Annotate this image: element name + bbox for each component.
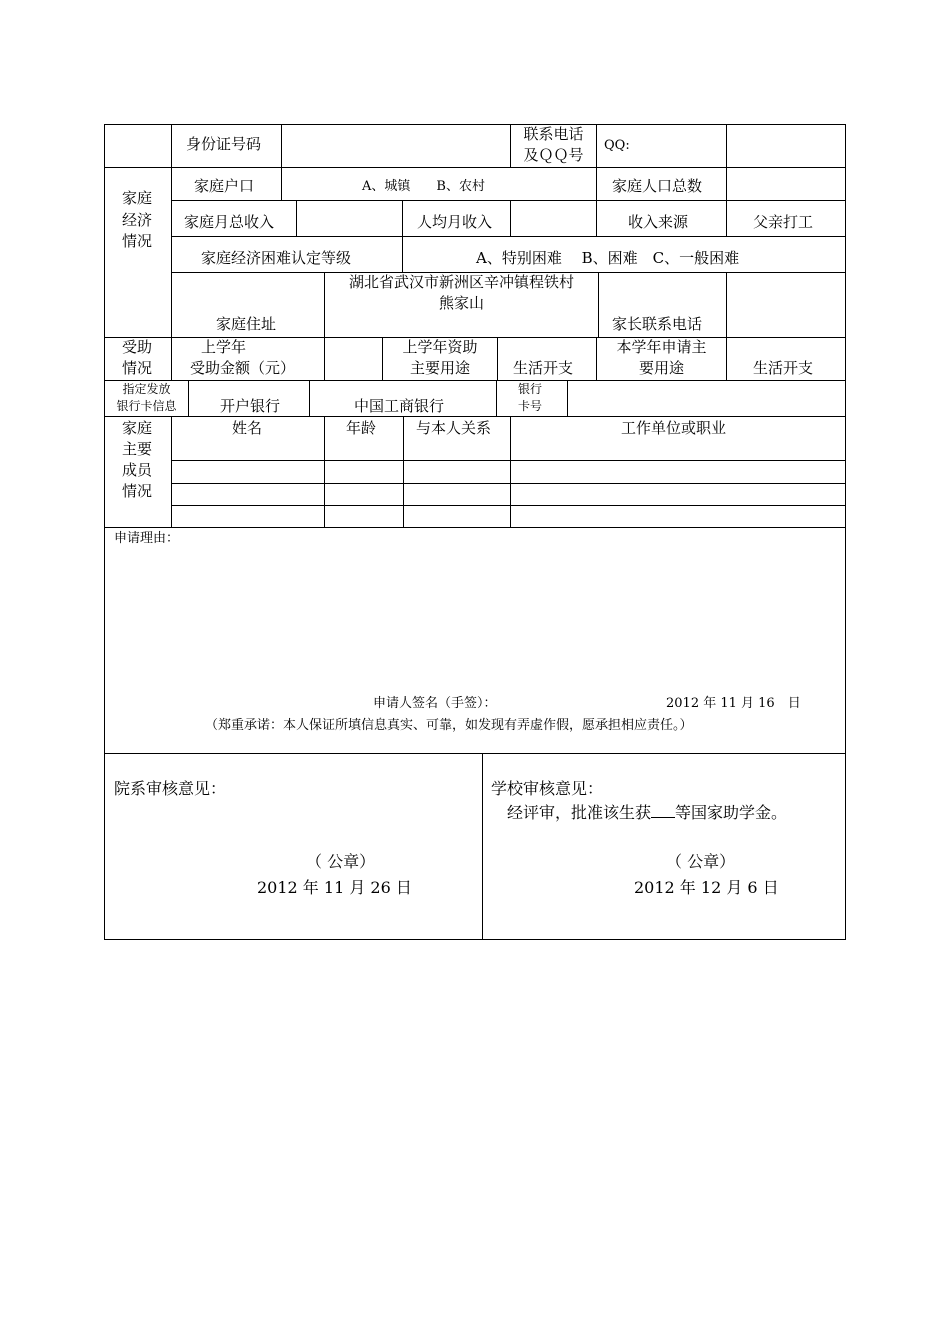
family-economy-section-l2: 经济 (122, 211, 153, 229)
rule (598, 272, 599, 337)
school-review-title: 学校审核意见： (491, 779, 604, 798)
hukou-label: 家庭户口 (194, 177, 255, 195)
aid-use-label-l1: 上学年资助 (402, 338, 478, 356)
bank-name-value: 中国工商银行 (354, 397, 445, 415)
id-number-label: 身份证号码 (186, 135, 262, 153)
members-col-relation: 与本人关系 (416, 419, 492, 437)
dept-seal: （ 公章） (306, 852, 376, 871)
members-section-l2: 主要 (122, 440, 153, 458)
rule (171, 124, 172, 380)
signature-label: 申请人签名（手签）： (373, 696, 497, 711)
members-col-age: 年龄 (346, 419, 377, 437)
grade-blank[interactable] (651, 803, 675, 818)
rule (726, 272, 727, 380)
rule (726, 124, 727, 236)
rule (171, 236, 846, 237)
income-source-label: 收入来源 (628, 213, 689, 231)
school-review-text (507, 803, 787, 823)
rule (188, 380, 189, 416)
school-date: 2012 年 12 月 6 日 (634, 878, 779, 897)
rule (309, 380, 310, 416)
difficulty-level-label: 家庭经济困难认定等级 (201, 249, 352, 267)
rule (497, 337, 498, 380)
members-section-l4: 情况 (122, 482, 153, 500)
difficulty-level-options: A、特别困难 B、困难 C、一般困难 (476, 249, 740, 267)
rule (171, 505, 846, 506)
aid-amount-label-l1: 上学年 (201, 338, 247, 356)
bank-card-section-l2: 银行卡信息 (116, 399, 177, 413)
dept-date: 2012 年 11 月 26 日 (257, 878, 412, 897)
apply-use-label-l1: 本学年申请主 (616, 338, 707, 356)
rule (104, 167, 846, 168)
phone-qq-label-line1: 联系电话 (523, 125, 584, 143)
members-col-name: 姓名 (232, 419, 263, 437)
rule (104, 416, 846, 417)
rule (281, 124, 282, 200)
apply-use-value: 生活开支 (753, 359, 814, 377)
school-text-after: 等国家助学金。 (675, 803, 788, 822)
bank-name-label: 开户银行 (220, 397, 281, 415)
phone-qq-label-line2: 及ＱＱ号 (523, 146, 584, 164)
aid-use-value: 生活开支 (513, 359, 574, 377)
hukou-options: A、城镇 B、农村 (362, 179, 485, 194)
signature-date: 2012 年 11 月 16 日 (666, 696, 801, 711)
aid-amount-label-l2: 受助金额（元） (190, 359, 296, 377)
monthly-income-label: 家庭月总收入 (184, 213, 275, 231)
school-seal: （ 公章） (666, 852, 736, 871)
bank-card-section-l1: 指定发放 (122, 382, 171, 396)
rule (482, 753, 483, 940)
aid-use-label-l2: 主要用途 (409, 359, 470, 377)
rule (510, 200, 511, 236)
income-source-value: 父亲打工 (753, 213, 814, 231)
parent-phone-label: 家长联系电话 (612, 315, 703, 333)
per-capita-income-label: 人均月收入 (417, 213, 493, 231)
rule (496, 380, 497, 416)
aid-section-l1: 受助 (122, 338, 153, 356)
family-economy-section-l1: 家庭 (122, 189, 153, 207)
reason-label: 申请理由： (114, 531, 180, 546)
home-address-label: 家庭住址 (216, 315, 277, 333)
rule (567, 380, 568, 416)
rule (104, 380, 846, 381)
rule (104, 753, 846, 754)
card-number-label-l1: 银行 (518, 382, 543, 396)
rule (171, 483, 846, 484)
members-section-l1: 家庭 (122, 419, 153, 437)
apply-use-label-l2: 要用途 (638, 359, 684, 377)
rule (510, 416, 511, 527)
aid-section-l2: 情况 (122, 359, 153, 377)
family-economy-section-l3: 情况 (122, 232, 153, 250)
family-population-label: 家庭人口总数 (612, 177, 703, 195)
pledge-text: （郑重承诺：本人保证所填信息真实、可靠，如发现有弄虚作假，愿承担相应责任。） (205, 718, 693, 733)
card-number-label-l2: 卡号 (518, 399, 543, 413)
rule (596, 124, 597, 236)
rule (171, 416, 172, 527)
rule (104, 527, 846, 528)
school-text-before: 经评审，批准该生获 (507, 803, 652, 822)
rule (171, 200, 846, 201)
members-section-l3: 成员 (122, 461, 153, 479)
rule (402, 200, 403, 272)
rule (296, 200, 297, 236)
members-col-work: 工作单位或职业 (621, 419, 727, 437)
rule (324, 416, 325, 527)
qq-label: QQ: (604, 138, 630, 153)
rule (171, 460, 846, 461)
rule (403, 416, 404, 527)
home-address-value-l2: 熊家山 (438, 294, 484, 312)
home-address-value-l1: 湖北省武汉市新洲区辛冲镇程铁村 (348, 273, 574, 291)
dept-review-title: 院系审核意见： (114, 779, 227, 798)
